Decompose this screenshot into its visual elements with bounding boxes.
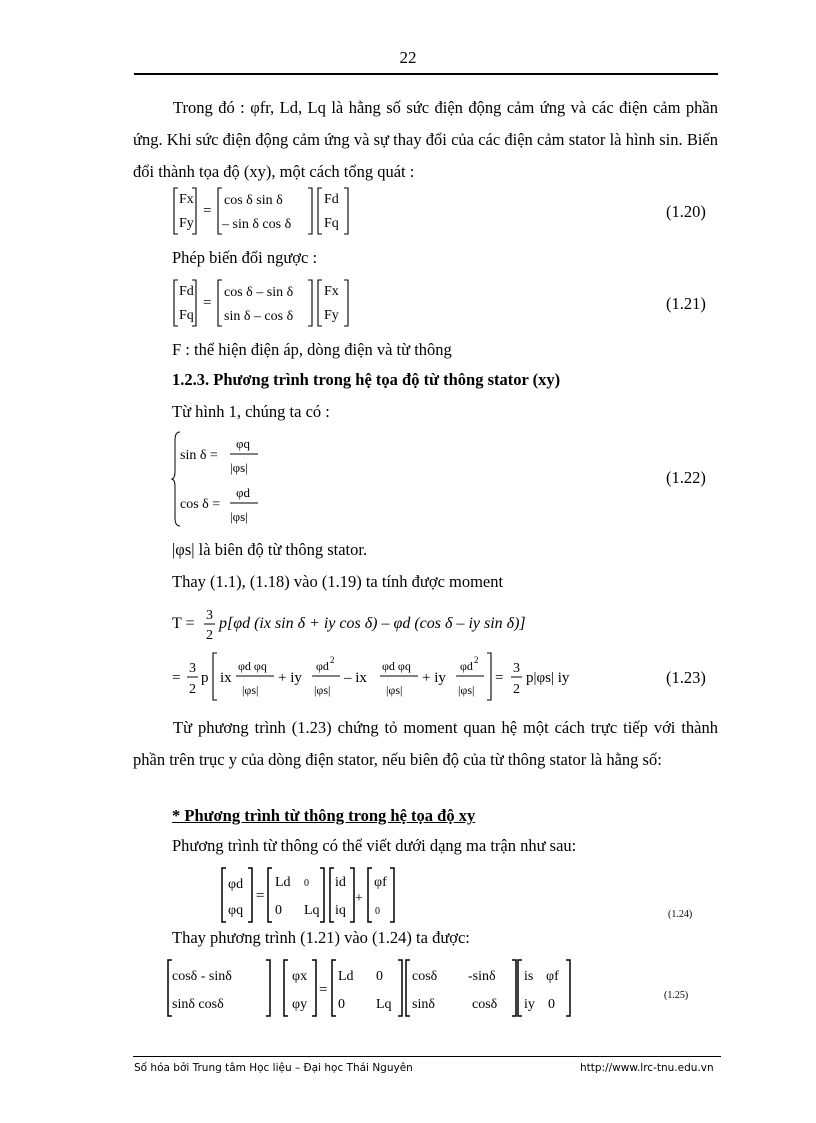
- eq125-rot1-row1: cosδ - sinδ: [172, 969, 232, 984]
- eq125-last-22: 0: [548, 997, 555, 1012]
- substitution-sentence-2: Thay phương trình (1.21) vào (1.24) ta được:: [172, 928, 470, 947]
- eq124-L22: Lq: [304, 903, 320, 918]
- eq121-rhs-top: Fx: [324, 284, 339, 299]
- eq120-rhs-bottom: Fq: [324, 216, 339, 231]
- eq124-phi-top: φd: [228, 877, 244, 892]
- eq120-lhs-top: Fx: [179, 192, 194, 207]
- eq125-last-21: iy: [524, 997, 535, 1012]
- svg-text:2: 2: [330, 655, 335, 665]
- svg-text:=: =: [495, 670, 504, 686]
- section-heading: 1.2.3. Phương trình trong hệ tọa độ từ thông stator (xy): [172, 370, 561, 389]
- svg-text:3: 3: [513, 661, 520, 676]
- eq125-L22: Lq: [376, 997, 392, 1012]
- eq123-lhs: T =: [172, 615, 195, 632]
- eq124-L11: Ld: [275, 875, 291, 890]
- svg-text:φd: φd: [316, 659, 329, 673]
- page-number: 22: [399, 48, 417, 67]
- eq122-cos-numerator: φd: [236, 485, 251, 500]
- intro-paragraph: Trong đó : φfr, Ld, Lq là hằng số sức điện động cảm ứng và các điện cảm phần ứng. Khi sức điện động cảm ứng và sự thay đổi của các điện cảm stator là hình sin. Biến đổi thành tọa độ (xy), một cách tổng quát :: [133, 98, 718, 181]
- eq124-i-bottom: iq: [335, 903, 346, 918]
- eq122-sin-numerator: φq: [236, 436, 251, 451]
- eq125-L12: 0: [376, 969, 383, 984]
- eq123-line1-body: p[φd (ix sin δ + iy cos δ) – φd (cos δ – iy sin δ)]: [219, 615, 526, 632]
- footer-url[interactable]: http://www.lrc-tnu.edu.vn: [580, 1062, 714, 1074]
- svg-text:2: 2: [189, 682, 196, 697]
- eq123-number: (1.23): [666, 668, 706, 687]
- svg-text:p: p: [201, 670, 209, 686]
- svg-text:φd φq: φd φq: [382, 659, 411, 673]
- eq120-matrix-row1: cos δ sin δ: [224, 193, 283, 208]
- eq124-i-top: id: [335, 875, 346, 890]
- eq125-rot1-row2: sinδ cosδ: [172, 997, 224, 1012]
- eq124-L21: 0: [275, 903, 282, 918]
- svg-text:=: =: [203, 295, 212, 311]
- eq122-sin-lhs: sin δ =: [180, 448, 218, 463]
- eq125-phi-x: φx: [292, 969, 308, 984]
- footer-credit: Số hóa bởi Trung tâm Học liệu – Đại học Thái Nguyên: [134, 1062, 413, 1074]
- eq121-matrix-row2: sin δ – cos δ: [224, 309, 294, 324]
- svg-text:– ix: – ix: [344, 670, 367, 686]
- eq125-number: (1.25): [664, 990, 689, 1001]
- eq124-number: (1.24): [668, 909, 693, 920]
- eq125-rot2-22: cosδ: [472, 997, 498, 1012]
- eq124-phi-f: φf: [374, 875, 387, 890]
- equation-1-21: [172, 278, 372, 330]
- equation-1-20: [172, 186, 372, 238]
- eq125-rot2-12: -sinδ: [468, 969, 496, 984]
- svg-text:|φs|: |φs|: [458, 683, 475, 697]
- eq120-number: (1.20): [666, 202, 706, 221]
- svg-text:φd: φd: [460, 659, 473, 673]
- svg-text:+: +: [355, 891, 363, 906]
- eq125-last-11: is: [524, 969, 534, 984]
- eq125-last-12: φf: [546, 969, 559, 984]
- eq121-rhs-bottom: Fy: [324, 308, 339, 323]
- eq125-rot2-11: cosδ: [412, 969, 438, 984]
- eq122-cos-denominator: |φs|: [230, 509, 248, 524]
- svg-text:|φs|: |φs|: [242, 683, 259, 697]
- eq123-result: p|φs| iy: [526, 670, 570, 686]
- svg-text:|φs|: |φs|: [314, 683, 331, 697]
- conclusion-paragraph: Từ phương trình (1.23) chứng tỏ moment quan hệ một cách trực tiếp với thành phần trên trục y của dòng điện stator, nếu biên độ của từ thông stator là hằng số:: [133, 718, 718, 769]
- eq124-zero: 0: [375, 906, 380, 917]
- eq121-number: (1.21): [666, 294, 706, 313]
- equation-1-24: [220, 866, 420, 926]
- eq125-L11: Ld: [338, 969, 354, 984]
- eq121-matrix-row1: cos δ – sin δ: [224, 285, 294, 300]
- header-rule: [134, 73, 718, 75]
- eq122-number: (1.22): [666, 468, 706, 487]
- eq120-matrix-row2: – sin δ cos δ: [222, 217, 292, 232]
- eq122-sin-denominator: |φs|: [230, 460, 248, 475]
- inverse-label: Phép biến đổi ngược :: [172, 248, 318, 267]
- substitution-sentence: Thay (1.1), (1.18) vào (1.19) ta tính được moment: [172, 572, 504, 591]
- svg-text:ix: ix: [220, 670, 232, 686]
- svg-text:2: 2: [474, 655, 479, 665]
- svg-text:2: 2: [206, 628, 213, 643]
- svg-text:3: 3: [189, 661, 196, 676]
- svg-text:=: =: [172, 670, 181, 686]
- eq124-L12: 0: [304, 878, 309, 889]
- eq125-L21: 0: [338, 997, 345, 1012]
- matrix-intro: Phương trình từ thông có thể viết dưới dạng ma trận như sau:: [172, 836, 577, 855]
- eq121-lhs-bottom: Fq: [179, 308, 194, 323]
- eq122-cos-lhs: cos δ =: [180, 497, 221, 512]
- f-note: F : thể hiện điện áp, dòng điện và từ thông: [172, 340, 452, 359]
- eq121-lhs-top: Fd: [179, 284, 194, 299]
- eq125-phi-y: φy: [292, 997, 308, 1012]
- figure-reference: Từ hình 1, chúng ta có :: [172, 402, 330, 421]
- svg-text:+ iy: + iy: [278, 670, 302, 686]
- equation-1-23-line2: [172, 650, 612, 704]
- svg-text:2: 2: [513, 682, 520, 697]
- eq120-rhs-top: Fd: [324, 192, 339, 207]
- eq120-lhs-bottom: Fy: [179, 216, 194, 231]
- equation-1-23-line1: [172, 600, 552, 644]
- svg-text:|φs|: |φs|: [386, 683, 403, 697]
- eq124-phi-bottom: φq: [228, 903, 244, 918]
- equation-1-22: [172, 430, 292, 530]
- footer-rule: [133, 1056, 721, 1057]
- phi-s-note: |φs| là biên độ từ thông stator.: [172, 540, 368, 559]
- eq125-rot2-21: sinδ: [412, 997, 435, 1012]
- equation-1-25: [166, 958, 586, 1022]
- svg-text:=: =: [319, 982, 328, 998]
- flux-subheading: * Phương trình từ thông trong hệ tọa độ xy: [172, 806, 476, 825]
- svg-text:=: =: [203, 203, 212, 219]
- svg-text:=: =: [256, 888, 265, 904]
- svg-text:+ iy: + iy: [422, 670, 446, 686]
- svg-text:φd φq: φd φq: [238, 659, 267, 673]
- svg-text:3: 3: [206, 608, 213, 623]
